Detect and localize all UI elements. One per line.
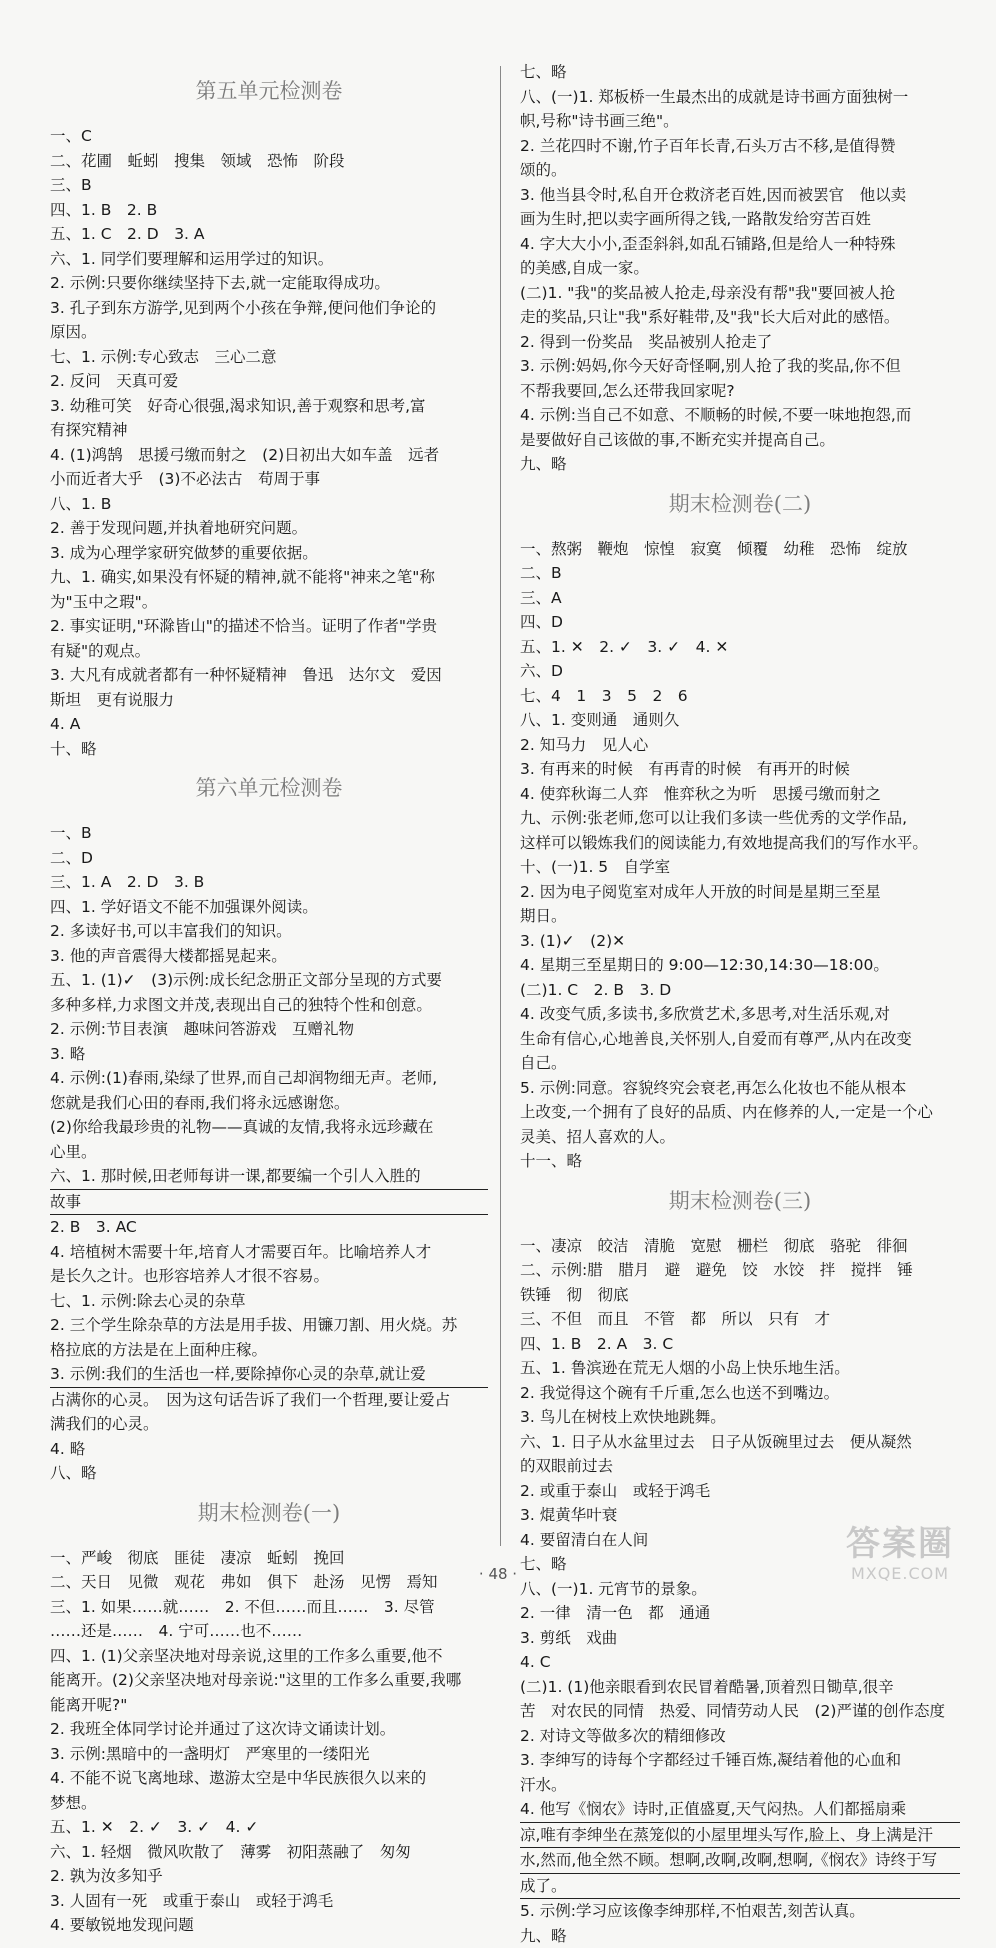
answer-line: 颂的。	[520, 158, 960, 183]
answer-line: 4. 字大大小小,歪歪斜斜,如乱石铺路,但是给人一种特殊	[520, 232, 960, 257]
page-number: · 48 ·	[0, 1565, 996, 1583]
answer-line: 2. 我班全体同学讨论并通过了这次诗文诵读计划。	[50, 1717, 488, 1742]
section-title: 第六单元检测卷	[50, 775, 488, 801]
answer-line: 自己。	[520, 1051, 960, 1076]
answer-line: 故事	[50, 1190, 488, 1216]
answer-line: 能离开。(2)父亲坚决地对母亲说:"这里的工作多么重要,我哪	[50, 1668, 488, 1693]
answer-line: 十、略	[50, 737, 488, 762]
answer-line: 三、不但 而且 不管 都 所以 只有 才	[520, 1307, 960, 1332]
answer-line: 4. 示例:(1)春雨,染绿了世界,而自己却润物细无声。老师,	[50, 1066, 488, 1091]
watermark-logo	[826, 1524, 974, 1588]
answer-line: 2. 得到一份奖品 奖品被别人抢走了	[520, 330, 960, 355]
answer-line: 格拉底的方法是在上面种庄稼。	[50, 1338, 488, 1363]
answer-line: 2. 示例:节目表演 趣味问答游戏 互赠礼物	[50, 1017, 488, 1042]
answer-line: 五、1. ✕ 2. ✓ 3. ✓ 4. ✕	[520, 635, 960, 660]
section-title: 第五单元检测卷	[50, 78, 488, 104]
answer-line: 3. 李绅写的诗每个字都经过千锤百炼,凝结着他的心血和	[520, 1748, 960, 1773]
answer-line: 一、熬粥 鞭炮 惊惶 寂寞 倾覆 幼稚 恐怖 绽放	[520, 537, 960, 562]
answer-line: 九、略	[520, 452, 960, 477]
answer-line: 二、B	[520, 561, 960, 586]
answer-line: 3. 幼稚可笑 好奇心很强,渴求知识,善于观察和思考,富	[50, 394, 488, 419]
answer-line: 水,然而,他全然不顾。想啊,改啊,改啊,想啊,《悯农》诗终于写	[520, 1848, 960, 1874]
answer-line: 期日。	[520, 904, 960, 929]
answer-line: 2. 兰花四时不谢,竹子百年长青,石头万古不移,是值得赞	[520, 134, 960, 159]
section-title: 期末检测卷(二)	[520, 491, 960, 517]
answer-line: 是长久之计。也形容培养人才很不容易。	[50, 1264, 488, 1289]
answer-line: 七、略	[520, 1552, 960, 1577]
answer-line: 走的奖品,只让"我"系好鞋带,及"我"长大后对此的感悟。	[520, 305, 960, 330]
answer-line: 满我们的心灵。	[50, 1412, 488, 1437]
answer-line: 2. 因为电子阅览室对成年人开放的时间是星期三至星	[520, 880, 960, 905]
answer-line: 3. 鸟儿在树枝上欢快地跳舞。	[520, 1405, 960, 1430]
answer-line: 梦想。	[50, 1791, 488, 1816]
answer-line: 三、1. 如果……就…… 2. 不但……而且…… 3. 尽管	[50, 1595, 488, 1620]
right-column	[520, 60, 960, 1948]
answer-line: 二、D	[50, 846, 488, 871]
answer-line: 七、4 1 3 5 2 6	[520, 684, 960, 709]
answer-line: 六、1. 那时候,田老师每讲一课,都要编一个引人入胜的	[50, 1164, 488, 1190]
answer-line: 3. (1)✓ (2)✕	[520, 929, 960, 954]
answer-line: 2. 一律 清一色 都 通通	[520, 1601, 960, 1626]
answer-line: 4. 示例:当自己不如意、不顺畅的时候,不要一味地抱怨,而	[520, 403, 960, 428]
answer-line: 成了。	[520, 1874, 960, 1900]
answer-line: 五、1. 鲁滨逊在荒无人烟的小岛上快乐地生活。	[520, 1356, 960, 1381]
answer-line: 八、(一)1. 元宵节的景象。	[520, 1577, 960, 1602]
answer-line: 八、(一)1. 郑板桥一生最杰出的成就是诗书画方面独树一	[520, 85, 960, 110]
answer-line: 3. 剪纸 戏曲	[520, 1626, 960, 1651]
answer-line: 小而近者大乎 (3)不必法古 苟周于事	[50, 467, 488, 492]
answer-line: 灵美、招人喜欢的人。	[520, 1125, 960, 1150]
answer-line: 四、1. 学好语文不能不加强课外阅读。	[50, 895, 488, 920]
answer-line: 为"玉中之瑕"。	[50, 590, 488, 615]
answer-line: 的美感,自成一家。	[520, 256, 960, 281]
answer-line: 4. 略	[50, 1437, 488, 1462]
answer-line: 3. 示例:我们的生活也一样,要除掉你心灵的杂草,就让爱	[50, 1362, 488, 1388]
answer-line: 这样可以锻炼我们的阅读能力,有效地提高我们的写作水平。	[520, 831, 960, 856]
answer-line: 一、严峻 彻底 匪徒 凄凉 蚯蚓 挽回	[50, 1546, 488, 1571]
answer-line: 4. 要留清白在人间	[520, 1528, 960, 1553]
answer-line: 多种多样,力求图文并茂,表现出自己的独特个性和创意。	[50, 993, 488, 1018]
answer-line: 4. A	[50, 712, 488, 737]
answer-line: 2. 孰为汝多知乎	[50, 1864, 488, 1889]
answer-line: 4. 星期三至星期日的 9:00—12:30,14:30—18:00。	[520, 953, 960, 978]
answer-line: 3. 大凡有成就者都有一种怀疑精神 鲁迅 达尔文 爱因	[50, 663, 488, 688]
answer-line: 3. 有再来的时候 有再青的时候 有再开的时候	[520, 757, 960, 782]
answer-line: 有疑"的观点。	[50, 639, 488, 664]
answer-line: 2. 示例:只要你继续坚持下去,就一定能取得成功。	[50, 271, 488, 296]
answer-line: 画为生时,把以卖字画所得之钱,一路散发给穷苦百姓	[520, 207, 960, 232]
answer-line: 4. 他写《悯农》诗时,正值盛夏,天气闷热。人们都摇扇乘	[520, 1797, 960, 1823]
answer-line: 九、示例:张老师,您可以让我们多读一些优秀的文学作品,	[520, 806, 960, 831]
answer-line: 五、1. (1)✓ (3)示例:成长纪念册正文部分呈现的方式要	[50, 968, 488, 993]
answer-line: 2. B 3. AC	[50, 1215, 488, 1240]
answer-line: 九、1. 确实,如果没有怀疑的精神,就不能将"神来之笔"称	[50, 565, 488, 590]
answer-line: 4. (1)鸿鹄 思援弓缴而射之 (2)日初出大如车盖 远者	[50, 443, 488, 468]
answer-line: 3. 成为心理学家研究做梦的重要依据。	[50, 541, 488, 566]
answer-line: 一、C	[50, 124, 488, 149]
answer-line: 五、1. ✕ 2. ✓ 3. ✓ 4. ✓	[50, 1815, 488, 1840]
answer-line: 3. 孔子到东方游学,见到两个小孩在争辩,便问他们争论的	[50, 296, 488, 321]
answer-line: 八、略	[50, 1461, 488, 1486]
answer-line: 原因。	[50, 320, 488, 345]
answer-line: 铁锤 彻 彻底	[520, 1283, 960, 1308]
answer-line: 九、略	[520, 1924, 960, 1948]
answer-line: 是要做好自己该做的事,不断充实并提高自己。	[520, 428, 960, 453]
answer-line: 四、1. (1)父亲坚决地对母亲说,这里的工作多么重要,他不	[50, 1644, 488, 1669]
answer-line: 一、B	[50, 821, 488, 846]
answer-line: 5. 示例:学习应该像李绅那样,不怕艰苦,刻苦认真。	[520, 1899, 960, 1924]
answer-line: 有探究精神	[50, 418, 488, 443]
answer-line: 六、1. 同学们要理解和运用学过的知识。	[50, 247, 488, 272]
answer-line: 凉,唯有李绅坐在蒸笼似的小屋里埋头写作,脸上、身上满是汗	[520, 1823, 960, 1849]
answer-line: 2. 多读好书,可以丰富我们的知识。	[50, 919, 488, 944]
answer-line: 3. 人固有一死 或重于泰山 或轻于鸿毛	[50, 1889, 488, 1914]
answer-line: 汗水。	[520, 1773, 960, 1798]
answer-line: 一、凄凉 皎洁 清脆 宽慰 栅栏 彻底 骆驼 徘徊	[520, 1234, 960, 1259]
answer-line: 3. 略	[50, 1042, 488, 1067]
column-divider	[500, 66, 501, 1546]
answer-line: 四、1. B 2. A 3. C	[520, 1332, 960, 1357]
left-column	[50, 60, 488, 1938]
answer-line: 2. 我觉得这个碗有千斤重,怎么也送不到嘴边。	[520, 1381, 960, 1406]
answer-line: 4. C	[520, 1650, 960, 1675]
section-title: 期末检测卷(一)	[50, 1500, 488, 1526]
answer-line: 二、花圃 蚯蚓 搜集 领域 恐怖 阶段	[50, 149, 488, 174]
answer-line: 六、1. 日子从水盆里过去 日子从饭碗里过去 便从凝然	[520, 1430, 960, 1455]
answer-line: 生命有信心,心地善良,关怀别人,自爱而有尊严,从内在改变	[520, 1027, 960, 1052]
answer-line: 4. 要敏锐地发现问题	[50, 1913, 488, 1938]
answer-line: ……还是…… 4. 宁可……也不……	[50, 1619, 488, 1644]
answer-line: 4. 不能不说飞离地球、遨游太空是中华民族很久以来的	[50, 1766, 488, 1791]
answer-line: (二)1. "我"的奖品被人抢走,母亲没有帮"我"要回被人抢	[520, 281, 960, 306]
answer-line: 十一、略	[520, 1149, 960, 1174]
answer-line: 六、D	[520, 659, 960, 684]
answer-line: 七、略	[520, 60, 960, 85]
answer-line: 3. 焜黄华叶衰	[520, 1503, 960, 1528]
answer-line: 4. 使弈秋诲二人弈 惟弈秋之为听 思援弓缴而射之	[520, 782, 960, 807]
answer-line: 三、1. A 2. D 3. B	[50, 870, 488, 895]
answer-line: 2. 反问 天真可爱	[50, 369, 488, 394]
answer-line: (二)1. C 2. B 3. D	[520, 978, 960, 1003]
answer-line: 七、1. 示例:专心致志 三心二意	[50, 345, 488, 370]
answer-line: 不帮我要回,怎么还带我回家呢?	[520, 379, 960, 404]
answer-line: 2. 善于发现问题,并执着地研究问题。	[50, 516, 488, 541]
answer-line: 八、1. B	[50, 492, 488, 517]
answer-line: 2. 知马力 见人心	[520, 733, 960, 758]
answer-line: 斯坦 更有说服力	[50, 688, 488, 713]
answer-line: 占满你的心灵。 因为这句话告诉了我们一个哲理,要让爱占	[50, 1388, 488, 1413]
answer-line: 5. 示例:同意。容貌终究会衰老,再怎么化妆也不能从根本	[520, 1076, 960, 1101]
watermark-text: 答案圈	[826, 1524, 974, 1564]
answer-line: 六、1. 轻烟 微风吹散了 薄雾 初阳蒸融了 匆匆	[50, 1840, 488, 1865]
watermark-url: MXQE.COM	[826, 1564, 974, 1584]
section-title: 期末检测卷(三)	[520, 1188, 960, 1214]
answer-line: 4. 培植树木需要十年,培育人才需要百年。比喻培养人才	[50, 1240, 488, 1265]
answer-line: 您就是我们心田的春雨,我们将永远感谢您。	[50, 1091, 488, 1116]
answer-line: 三、A	[520, 586, 960, 611]
answer-line: 三、B	[50, 173, 488, 198]
answer-line: 3. 示例:妈妈,你今天好奇怪啊,别人抢了我的奖品,你不但	[520, 354, 960, 379]
answer-line: 2. 三个学生除杂草的方法是用手拔、用镰刀割、用火烧。苏	[50, 1313, 488, 1338]
answer-line: 3. 他当县令时,私自开仓救济老百姓,因而被罢官 他以卖	[520, 183, 960, 208]
answer-line: 帜,号称"诗书画三绝"。	[520, 109, 960, 134]
answer-line: 七、1. 示例:除去心灵的杂草	[50, 1289, 488, 1314]
answer-line: 五、1. C 2. D 3. A	[50, 222, 488, 247]
answer-line: 的双眼前过去	[520, 1454, 960, 1479]
answer-line: 4. 改变气质,多读书,多欣赏艺术,多思考,对生活乐观,对	[520, 1002, 960, 1027]
answer-line: 上改变,一个拥有了良好的品质、内在修养的人,一定是一个心	[520, 1100, 960, 1125]
answer-line: 二、示例:腊 腊月 避 避免 饺 水饺 拌 搅拌 锤	[520, 1258, 960, 1283]
answer-line: (二)1. (1)他亲眼看到农民冒着酷暑,顶着烈日锄草,很辛	[520, 1675, 960, 1700]
answer-line: 四、1. B 2. B	[50, 198, 488, 223]
answer-line: 2. 事实证明,"环滁皆山"的描述不恰当。证明了作者"学贵	[50, 614, 488, 639]
answer-line: 能离开呢?"	[50, 1693, 488, 1718]
answer-line: 四、D	[520, 610, 960, 635]
answer-line: 十、(一)1. 5 自学室	[520, 855, 960, 880]
answer-line: 2. 或重于泰山 或轻于鸿毛	[520, 1479, 960, 1504]
answer-line: 八、1. 变则通 通则久	[520, 708, 960, 733]
answer-line: (2)你给我最珍贵的礼物——真诚的友情,我将永远珍藏在	[50, 1115, 488, 1140]
answer-line: 苦 对农民的同情 热爱、同情劳动人民 (2)严谨的创作态度	[520, 1699, 960, 1724]
answer-line: 心里。	[50, 1140, 488, 1165]
answer-line: 3. 他的声音震得大楼都摇晃起来。	[50, 944, 488, 969]
answer-line: 二、天日 见微 观花 弗如 俱下 赴汤 见愣 焉知	[50, 1570, 488, 1595]
answer-line: 3. 示例:黑暗中的一盏明灯 严寒里的一缕阳光	[50, 1742, 488, 1767]
answer-line: 2. 对诗文等做多次的精细修改	[520, 1724, 960, 1749]
